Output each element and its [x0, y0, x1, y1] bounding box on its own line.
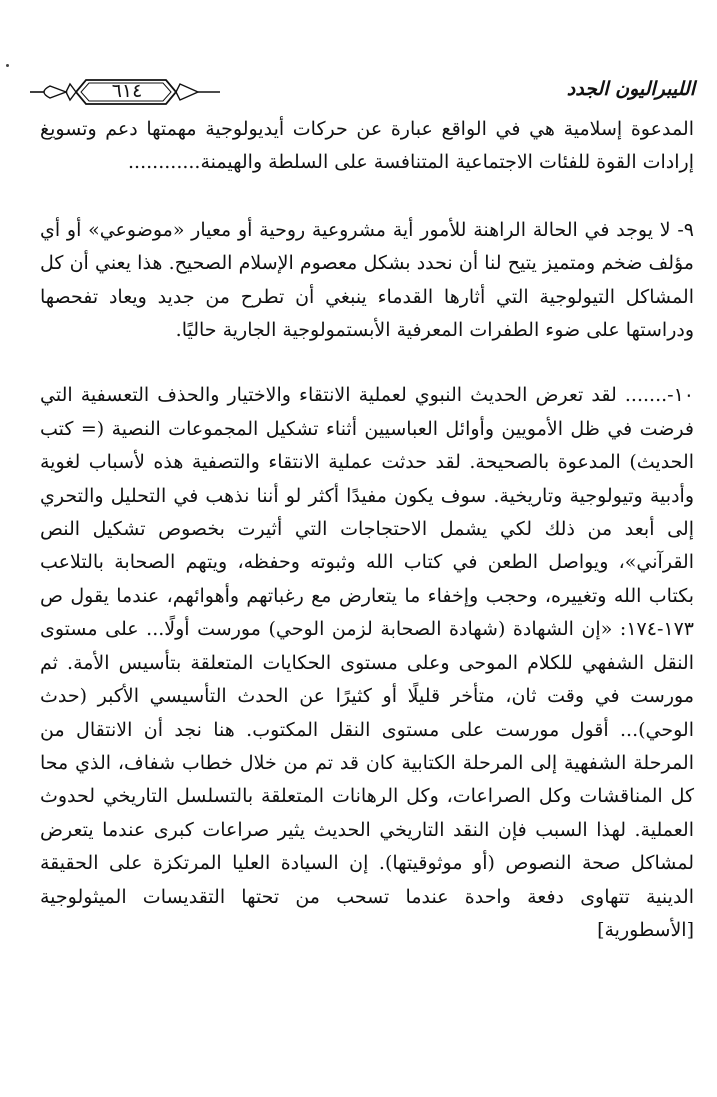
- page-number: ٦١٤: [111, 80, 143, 102]
- paragraph-item-10: ١٠-....... لقد تعرض الحديث النبوي لعملية الانتقاء والاختيار والحذف التعسفية التي فرضت في ظل الأمويين وأوائل العباسيين أثناء تشكيل المجموعات النصية (= كتب الحديث) المدعوة بالصحيحة. لقد حدثت عملية الانتقاء والتصفية هذه لأسباب لغوية وأدبية وتيولوجية وتاريخية. سوف يكون مفيدًا أكثر لو أننا نذهب في التحليل والتحري إلى أبعد من ذلك لكي يشمل الاحتجاجات التي أثيرت بخصوص تشكيل النص القرآني»، ويواصل الطعن في كتاب الله وثبوته وحفظه، ويتهم الصحابة بالتلاعب بكتاب الله وتغييره، وحجب وإخفاء ما يتعارض مع رغباتهم وأهوائهم، عندما يقول ص ١٧٣-١٧٤: «إن الشهادة (شهادة الصحابة لزمن الوحي) مورست أولًا... على مستوى النقل الشفهي للكلام الموحى وعلى مستوى الحكايات المتعلقة بتأسيس الأمة. ثم مورست في وقت ثان، متأخر قليلًا أو كثيرًا عن الحدث التأسيسي الأكبر (حدث الوحي)... أقول مورست على مستوى النقل المكتوب. هنا نجد أن الانتقال من المرحلة الشفهية إلى المرحلة الكتابية كان قد تم من خلال خطاب شفاف، الذي محا كل المناقشات وكل الصراعات، وكل الرهانات المتعلقة بالتسلسل التاريخي لحدوث العملية. لهذا السبب فإن النقد التاريخي الحديث يثير صراعات كبرى عندما يتعرض لمشاكل صحة النصوص (أو موثوقيتها). إن السيادة العليا المرتكزة على الحقيقة الدينية تتهاوى دفعة واحدة عندما تسحب من تحتها التقديسات الميثولوجية [الأسطورية]: [40, 384, 694, 941]
- paragraph-gap: [40, 180, 694, 214]
- paragraph-gap: [40, 347, 694, 379]
- paragraph-continuation: المدعوة إسلامية هي في الواقع عبارة عن حركات أيديولوجية مهمتها دعم وتسويغ إرادات القوة للفئات الاجتماعية المتنافسة على السلطة والهيمنة............: [40, 118, 694, 174]
- scan-speck: [6, 64, 9, 67]
- running-header-title: الليبراليون الجدد: [566, 78, 695, 100]
- paragraph-item-9: ٩- لا يوجد في الحالة الراهنة للأمور أية مشروعية روحية أو معيار «موضوعي» أو أي مؤلف ضخم ومتميز يتيح لنا أن نحدد بشكل معصوم الإسلام الصحيح. هذا يعني أن كل المشاكل التيولوجية التي أثارها القدماء ينبغي أن تطرح من جديد ويعاد تفحصها ودراستها على ضوء الطفرات المعرفية الأبستمولوجية الجارية حاليًا.: [40, 218, 694, 342]
- page-header: [30, 72, 695, 112]
- page-body: [40, 113, 694, 947]
